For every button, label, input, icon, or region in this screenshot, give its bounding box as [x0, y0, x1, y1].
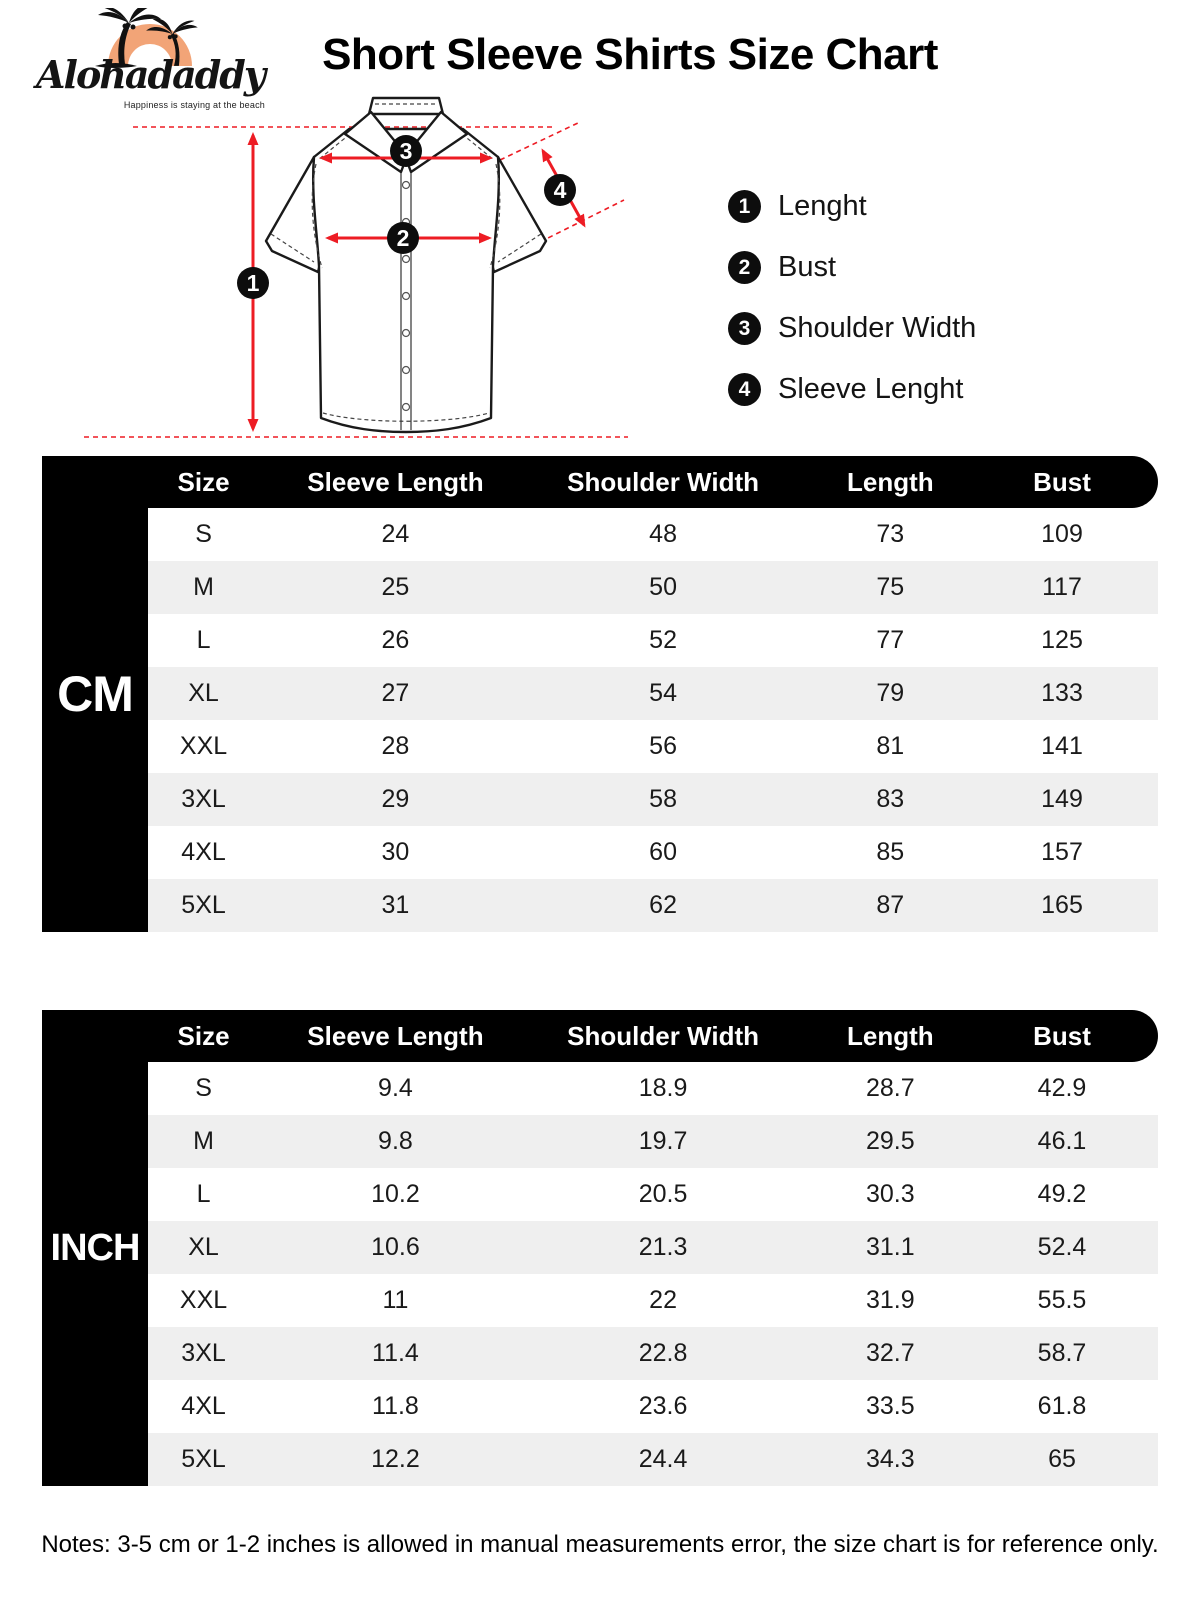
legend-number-badge: 2 — [728, 251, 761, 284]
size-cell: 5XL — [181, 891, 226, 919]
value-cell: 83 — [876, 785, 905, 813]
table-row — [148, 1221, 1158, 1274]
column-header: Shoulder Width — [567, 1020, 759, 1051]
column-header: Length — [846, 1020, 934, 1051]
value-cell: 75 — [876, 573, 905, 601]
value-cell: 133 — [1041, 679, 1083, 707]
inch-size-table — [42, 1010, 1158, 1486]
table-row — [148, 773, 1158, 826]
shirt-body — [313, 129, 499, 432]
brand-name: Alohadaddy — [36, 52, 264, 97]
size-cell: XL — [188, 1233, 219, 1261]
unit-label-inch: INCH — [42, 1010, 148, 1486]
table-row — [148, 1115, 1158, 1168]
size-cell: 4XL — [181, 838, 226, 866]
table-row — [148, 1274, 1158, 1327]
value-cell: 22.8 — [638, 1339, 688, 1367]
legend-item — [728, 312, 976, 345]
table-row — [148, 1168, 1158, 1221]
value-cell: 79 — [876, 679, 905, 707]
legend-label: Lenght — [778, 190, 867, 222]
value-cell: 56 — [649, 732, 677, 760]
legend-label: Bust — [778, 251, 837, 283]
table-header-row — [42, 1010, 1158, 1062]
legend-item — [728, 373, 976, 406]
column-header: Sleeve Length — [307, 1020, 484, 1051]
marker-badge-length — [237, 267, 269, 299]
value-cell: 54 — [649, 679, 677, 707]
legend-number-badge: 1 — [728, 190, 761, 223]
marker-badge-shoulder-width — [390, 135, 422, 167]
value-cell: 50 — [649, 573, 677, 601]
column-header: Bust — [1033, 466, 1091, 497]
value-cell: 42.9 — [1037, 1074, 1087, 1102]
value-cell: 165 — [1041, 891, 1083, 919]
table-row — [148, 826, 1158, 879]
svg-text:2: 2 — [396, 225, 410, 251]
table-header-row — [42, 456, 1158, 508]
size-cell: XL — [188, 679, 219, 707]
svg-text:1: 1 — [246, 270, 260, 296]
value-cell: 81 — [876, 732, 905, 760]
value-cell: 9.8 — [378, 1127, 413, 1155]
value-cell: 9.4 — [378, 1074, 413, 1102]
page-title: Short Sleeve Shirts Size Chart — [322, 30, 938, 79]
value-cell: 149 — [1041, 785, 1083, 813]
shirt-measurement-diagram — [60, 85, 660, 460]
legend-label: Shoulder Width — [778, 312, 977, 344]
value-cell: 29.5 — [865, 1127, 915, 1155]
value-cell: 33.5 — [865, 1392, 915, 1420]
value-cell: 32.7 — [865, 1339, 915, 1367]
column-header: Shoulder Width — [567, 466, 759, 497]
value-cell: 141 — [1041, 732, 1083, 760]
column-header: Size — [177, 466, 230, 497]
value-cell: 77 — [876, 626, 905, 654]
value-cell: 22 — [649, 1286, 677, 1314]
value-cell: 58.7 — [1037, 1339, 1087, 1367]
value-cell: 27 — [381, 679, 410, 707]
marker-badge-bust — [387, 222, 419, 254]
value-cell: 65 — [1048, 1445, 1076, 1473]
size-cell: M — [193, 1127, 214, 1155]
value-cell: 12.2 — [371, 1445, 420, 1473]
value-cell: 52 — [649, 626, 677, 654]
table-row — [148, 1380, 1158, 1433]
value-cell: 87 — [876, 891, 905, 919]
column-header: Sleeve Length — [307, 466, 484, 497]
column-header: Length — [846, 466, 934, 497]
value-cell: 24 — [381, 520, 410, 548]
value-cell: 49.2 — [1037, 1180, 1087, 1208]
value-cell: 10.2 — [371, 1180, 420, 1208]
size-cell: 4XL — [181, 1392, 226, 1420]
brand-tagline: Happiness is staying at the beach — [123, 100, 265, 110]
value-cell: 61.8 — [1037, 1392, 1087, 1420]
column-header: Bust — [1033, 1020, 1091, 1051]
table-row — [148, 561, 1158, 614]
svg-text:3: 3 — [399, 138, 413, 164]
value-cell: 85 — [876, 838, 905, 866]
legend-number-badge: 3 — [728, 312, 761, 345]
marker-badge-sleeve-length — [544, 174, 576, 206]
value-cell: 30.3 — [865, 1180, 915, 1208]
value-cell: 117 — [1042, 573, 1082, 601]
size-cell: XXL — [179, 732, 228, 760]
notes-text: Notes: 3-5 cm or 1-2 inches is allowed in manual measurements error, the size chart is for reference only. — [41, 1531, 1159, 1558]
value-cell: 26 — [381, 626, 410, 654]
table-row — [148, 1433, 1158, 1486]
table-row — [148, 1062, 1158, 1115]
value-cell: 23.6 — [638, 1392, 688, 1420]
size-cell: L — [196, 626, 211, 654]
size-cell: S — [195, 520, 212, 548]
value-cell: 48 — [649, 520, 677, 548]
value-cell: 58 — [649, 785, 677, 813]
value-cell: 31.9 — [865, 1286, 915, 1314]
value-cell: 31.1 — [865, 1233, 915, 1261]
shirt-collar-band — [369, 98, 443, 114]
value-cell: 125 — [1041, 626, 1083, 654]
unit-label-cm: CM — [42, 456, 148, 932]
value-cell: 11.8 — [372, 1392, 419, 1420]
table-row — [148, 720, 1158, 773]
value-cell: 29 — [381, 785, 410, 813]
table-row — [148, 614, 1158, 667]
value-cell: 28.7 — [865, 1074, 915, 1102]
table-row — [148, 667, 1158, 720]
size-cell: 3XL — [181, 785, 226, 813]
value-cell: 21.3 — [638, 1233, 688, 1261]
value-cell: 10.6 — [371, 1233, 420, 1261]
size-cell: L — [196, 1180, 211, 1208]
value-cell: 19.7 — [638, 1127, 688, 1155]
legend-item — [728, 190, 976, 223]
value-cell: 62 — [649, 891, 677, 919]
value-cell: 34.3 — [865, 1445, 915, 1473]
value-cell: 73 — [876, 520, 905, 548]
table-row — [148, 879, 1158, 932]
table-row — [148, 508, 1158, 561]
cm-size-table — [42, 456, 1158, 932]
size-cell: S — [195, 1074, 212, 1102]
size-cell: 5XL — [181, 1445, 226, 1473]
column-header: Size — [177, 1020, 230, 1051]
legend-item — [728, 251, 976, 284]
size-cell: M — [193, 573, 214, 601]
value-cell: 46.1 — [1037, 1127, 1087, 1155]
size-cell: XXL — [179, 1286, 228, 1314]
value-cell: 157 — [1041, 838, 1083, 866]
value-cell: 60 — [649, 838, 677, 866]
legend-number-badge: 4 — [728, 373, 761, 406]
value-cell: 25 — [381, 573, 410, 601]
value-cell: 28 — [381, 732, 410, 760]
value-cell: 24.4 — [638, 1445, 688, 1473]
legend-label: Sleeve Lenght — [778, 373, 964, 405]
value-cell: 52.4 — [1037, 1233, 1087, 1261]
svg-text:4: 4 — [553, 177, 567, 203]
value-cell: 11.4 — [372, 1339, 419, 1367]
measurement-legend — [728, 190, 976, 406]
table-row — [148, 1327, 1158, 1380]
size-cell: 3XL — [181, 1339, 226, 1367]
value-cell: 109 — [1041, 520, 1083, 548]
value-cell: 31 — [381, 891, 410, 919]
value-cell: 20.5 — [638, 1180, 688, 1208]
value-cell: 18.9 — [638, 1074, 688, 1102]
value-cell: 30 — [381, 838, 410, 866]
value-cell: 11 — [382, 1286, 409, 1314]
value-cell: 55.5 — [1037, 1286, 1087, 1314]
